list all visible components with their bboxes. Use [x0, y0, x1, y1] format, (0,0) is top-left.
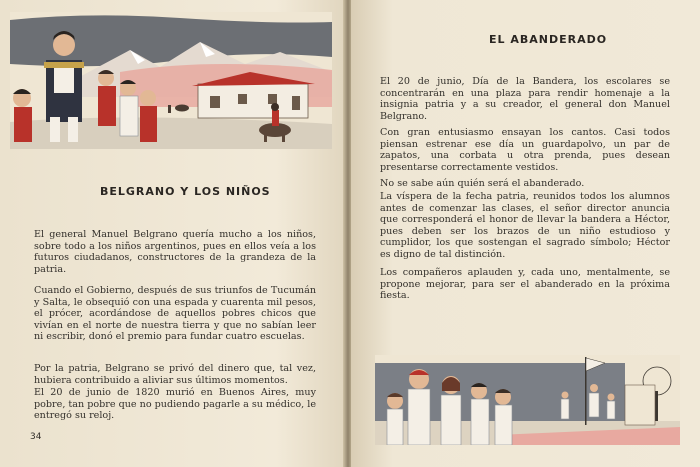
- left-paragraph-4: El 20 de junio de 1820 murió en Buenos Aires, muy pobre, tan pobre que no pudiendo pagarle a su médico, le entregó su reloj.: [34, 387, 317, 421]
- belgrano-scene-svg: [10, 12, 332, 149]
- right-paragraph-4: La víspera de la fecha patria, reunidos todos los alumnos antes de comenzar las clases, el señor director anuncia que corresponderá el honor de llevar la bandera a Héctor, pues deben ser los brazos de un niño estudioso y cumplidor, los que sostengan el sagrado símbolo; Héctor es digno de tal distinción.: [380, 191, 670, 260]
- belgrano-with-children-illustration: [10, 12, 332, 149]
- left-paragraph-1: El general Manuel Belgrano quería mucho a los niños, sobre todo a los niños argentinos, pues en ellos veía a los futuros ciudadanos, constructores de la grandeza de la patria.: [34, 229, 316, 275]
- left-paragraph-2: Cuando el Gobierno, después de sus triunfos de Tucumán y Salta, le obsequió con una espada y cuarenta mil pesos, el prócer, acordándose de aquellos pobres chicos que vivían en el norte de nuestra tierra y que no sabían leer ni escribir, donó el premio para fundar cuatro escuelas.: [34, 285, 316, 342]
- page-number: 34: [30, 432, 42, 442]
- flag-bearer-illustration: [375, 355, 680, 445]
- left-page: [0, 0, 345, 467]
- right-paragraph-1: El 20 de junio, Día de la Bandera, los escolares se concentrarán en una plaza para rendir homenaje a la insignia patria y a su creador, el general don Manuel Belgrano.: [380, 76, 670, 122]
- right-paragraph-2: Con gran entusiasmo ensayan los cantos. Casi todos piensan estrenar ese día un guardapolvo, un par de zapatos, una corbata u otra prenda, pues desean presentarse correctamente vestidos.: [380, 127, 670, 173]
- left-page-title: BELGRANO Y LOS NIÑOS: [100, 185, 271, 198]
- right-paragraph-5: Los compañeros aplauden y, cada uno, mentalmente, se propone mejorar, para ser el abanderado en la próxima fiesta.: [380, 267, 670, 301]
- flag-bearer-scene-svg: [375, 355, 680, 445]
- right-page-title: EL ABANDERADO: [489, 33, 608, 46]
- right-paragraph-3: No se sabe aún quién será el abanderado.: [380, 178, 585, 189]
- left-paragraph-3: Por la patria, Belgrano se privó del dinero que, tal vez, hubiera contribuido a aliviar sus últimos momentos.: [34, 363, 316, 386]
